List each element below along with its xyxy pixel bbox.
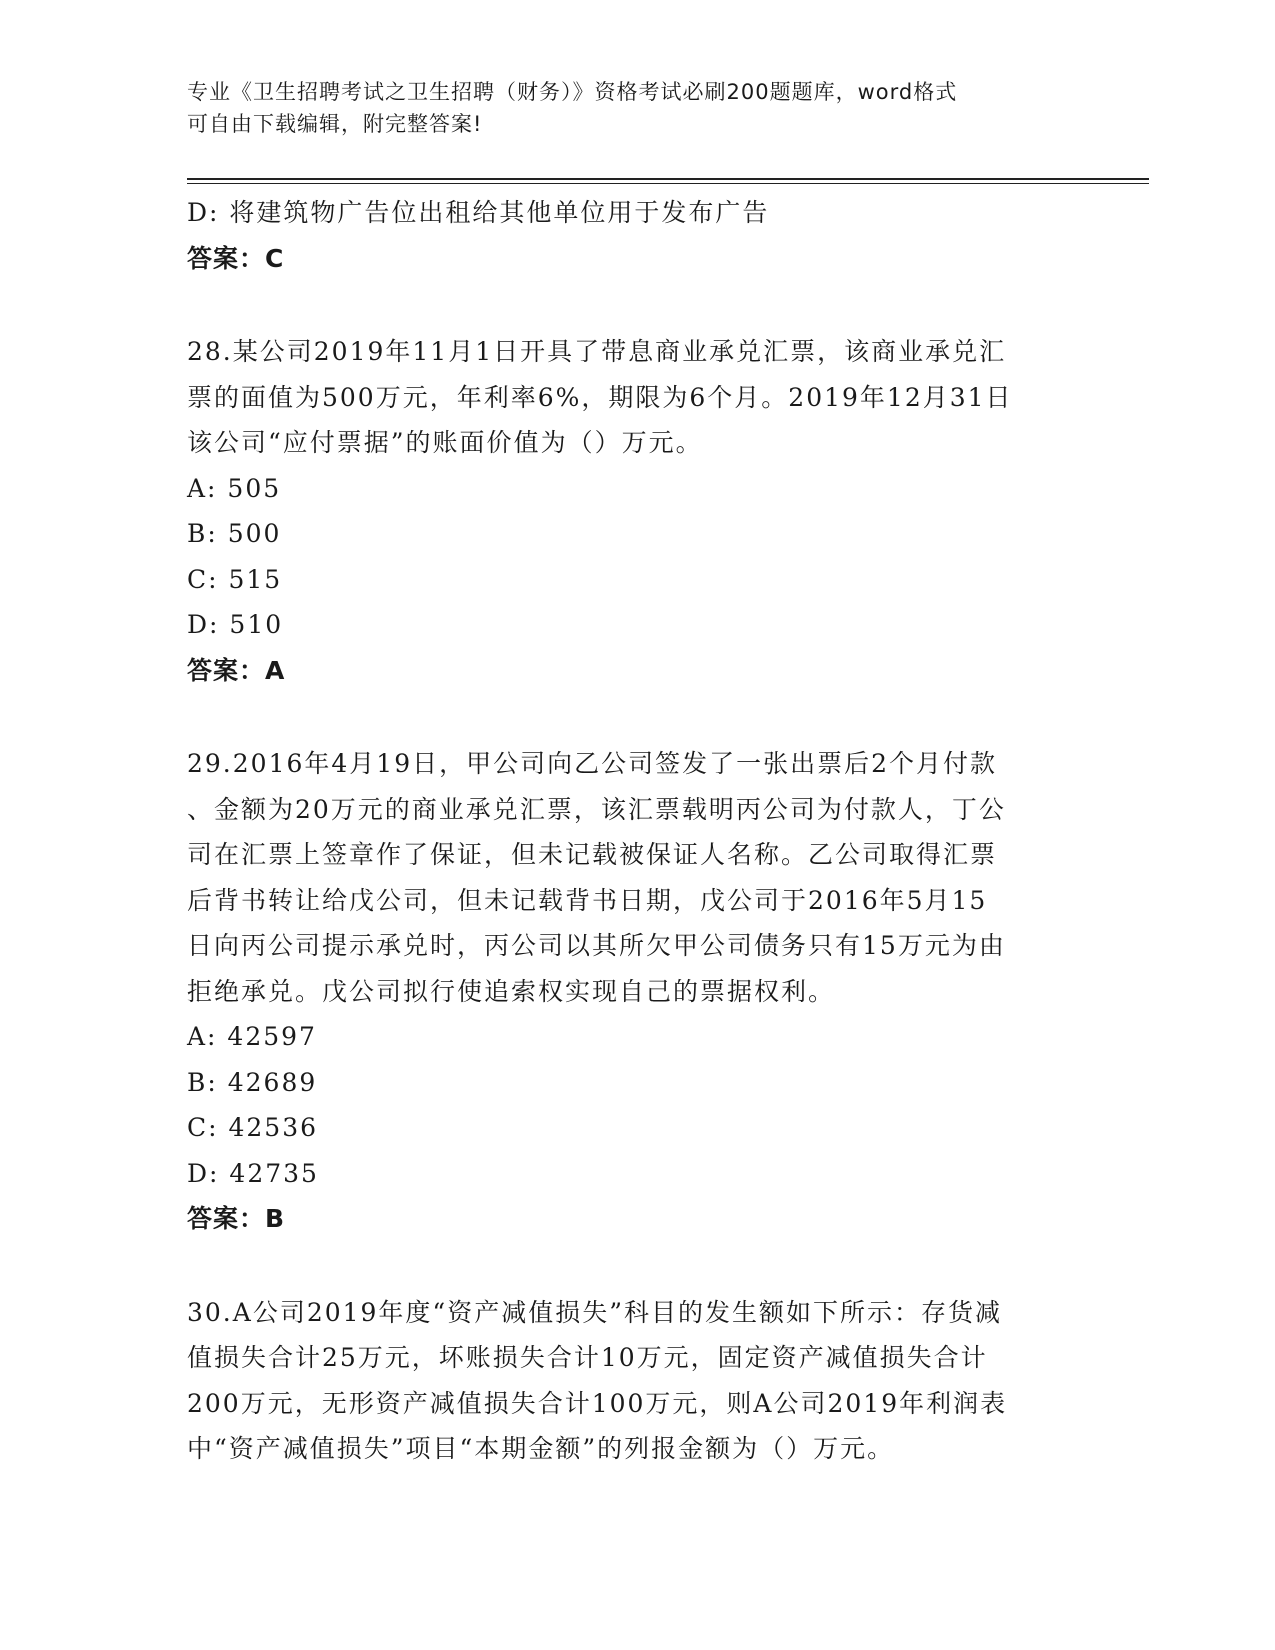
header-divider	[187, 178, 1149, 180]
question-30-line-2: 值损失合计25万元，坏账损失合计10万元，固定资产减值损失合计	[187, 1343, 988, 1372]
question-28-option-c: C: 515	[187, 564, 283, 594]
spacer	[187, 1242, 1087, 1290]
question-29-option-b: B: 42689	[187, 1067, 318, 1097]
header-divider-thin	[187, 183, 1149, 184]
question-30-line-1: 30.A公司2019年度“资产减值损失”科目的发生额如下所示：存货减	[187, 1297, 1002, 1327]
question-28-answer: 答案：A	[187, 655, 286, 685]
question-28-line-1: 28.某公司2019年11月1日开具了带息商业承兑汇票，该商业承兑汇	[187, 337, 1007, 366]
question-29-option-a: A: 42597	[187, 1022, 317, 1051]
question-28-option-d: D: 510	[187, 610, 284, 639]
document-body	[187, 190, 1087, 1472]
question-29-line-1: 29.2016年4月19日，甲公司向乙公司签发了一张出票后2个月付款	[187, 749, 998, 778]
question-29-line-4: 后背书转让给戊公司，但未记载背书日期，戊公司于2016年5月15	[187, 885, 988, 915]
question-29-line-6: 拒绝承兑。戊公司拟行使追索权实现自己的票据权利。	[187, 976, 836, 1006]
question-28	[187, 329, 1087, 466]
question-29-option-c: C: 42536	[187, 1113, 319, 1142]
spacer	[187, 281, 1087, 329]
header-line-2: 可自由下载编辑，附完整答案!	[187, 112, 483, 136]
question-29-option-d: D: 42735	[187, 1158, 319, 1188]
question-30-line-3: 200万元，无形资产减值损失合计100万元，则A公司2019年利润表	[187, 1388, 1008, 1418]
question-29-line-3: 司在汇票上签章作了保证，但未记载被保证人名称。乙公司取得汇票	[187, 840, 998, 869]
header-line-1: 专业《卫生招聘考试之卫生招聘（财务）》资格考试必刷200题题库，word格式	[187, 80, 958, 104]
question-29-answer: 答案：B	[187, 1204, 286, 1233]
question-29-line-5: 日向丙公司提示承兑时，丙公司以其所欠甲公司债务只有15万元为由	[187, 931, 1006, 960]
prev-answer: 答案：C	[187, 243, 285, 273]
prev-option-d: D: 将建筑物广告位出租给其他单位用于发布广告	[187, 198, 770, 227]
document-header	[187, 76, 1087, 140]
question-30	[187, 1290, 1087, 1472]
question-28-option-b: B: 500	[187, 519, 282, 548]
question-29	[187, 741, 1087, 1014]
question-28-line-3: 该公司“应付票据”的账面价值为（）万元。	[187, 428, 703, 457]
question-28-line-2: 票的面值为500万元，年利率6%，期限为6个月。2019年12月31日	[187, 382, 1013, 412]
question-29-line-2: 、金额为20万元的商业承兑汇票，该汇票载明丙公司为付款人，丁公	[187, 794, 1006, 824]
question-28-option-a: A: 505	[187, 473, 282, 503]
question-30-line-4: 中“资产减值损失”项目“本期金额”的列报金额为（）万元。	[187, 1434, 895, 1463]
spacer	[187, 693, 1087, 741]
